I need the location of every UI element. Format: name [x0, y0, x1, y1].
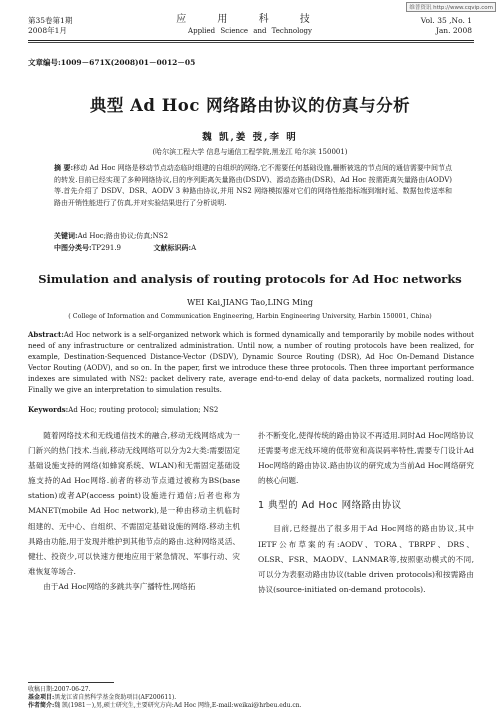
received-date: 收稿日期:2007-06-27.: [28, 686, 91, 693]
author-bio-label: 作者简介:: [28, 702, 55, 710]
keywords-en: [28, 404, 474, 416]
doc-code-label: 文献标识码:: [153, 243, 192, 252]
body-right-column: [258, 428, 474, 597]
fund-text: 黑龙江省自然科学基金资助项目(AF200611).: [54, 694, 177, 702]
affiliation-cn: (哈尔滨工程大学 信息与通信工程学院,黑龙江 哈尔滨 150001): [152, 148, 348, 156]
affiliation-en: ( College of Information and Communication Engineering, Harbin Engineering University, Harbin 150001, China): [68, 313, 432, 320]
section-heading: 1 典型的 Ad Hoc 网络路由协议: [258, 500, 402, 512]
issue-date: 2008年1月: [28, 26, 67, 35]
fund-label: 基金项目:: [28, 694, 55, 702]
clc-value: TP291.9: [91, 244, 122, 252]
clc-label: 中图分类号:: [54, 243, 92, 252]
author-bio-text: 魏 凯(1981－),男,硕士研究生,主要研究方向:Ad Hoc 网络,E-mail:weikai@hrbeu.edu.cn.: [54, 702, 302, 710]
header-rule: [28, 40, 474, 41]
body-paragraph: 随着网络技术和无线通信技术的融合,移动无线网络成为一门新兴的热门技术.当前,移动无线网络可以分为2大类:需要固定基础设施支持的网络(如蜂窝系统、WLAN)和无需固定基础设施支持的Ad Hoc网络.前者的移动节点通过被称为BS(base station)或者AP(access point)设施进行通信;后者也称为MANET(mobile Ad Hoc network),是一种由移动主机临时组建的、无中心、自组织、不需固定基础设施的网络.移动主机具路由功能,用于发现并维护到其他节点的路由.这种网络灵活、健壮、投资少,可以快速方便地应用于紧急情况、军事行动、灾难恢复等场合.: [28, 431, 240, 576]
body-paragraph: 扑不断变化,使得传统的路由协议不再适用.同时Ad Hoc网络协议还需要考虑无线环境的低带宽和高误码率特性,需要专门设计Ad Hoc网络的路由协议.路由协议的研究成为当前Ad Hoc网络研究的核心问题.: [258, 431, 474, 486]
footnotes: [28, 686, 474, 711]
authors-cn: 魏 凯,姜 弢,李 明: [202, 132, 298, 143]
classification-cn: [54, 242, 452, 255]
footnote-rule: [28, 682, 114, 683]
body-left-column: [28, 428, 240, 594]
keywords-cn: [54, 230, 452, 243]
abstract-cn-text: 移动 Ad Hoc 网络是移动节点动态临时组建的自组织的网络,它不需要任何基础设施,柵断被选的节点间的通信需要中间节点的转发.目前已经实现了多种网络协议,目的序列距离矢量路由(DSDV)、源动态路由(DSR)、Ad Hoc 按需距离矢量路由(AODV)等.首先介绍了 DSDV、DSR、AODV 3 种路由协议,并用 NS2 网络模拟器对它们的网络性能指标端到端时延、数据包传送率和路由开销性能进行了仿真,并对实验结果进行了分析说明.: [54, 164, 452, 207]
journal-name-en: Applied Science and Technology: [188, 27, 312, 35]
journal-volume-en: [421, 16, 472, 36]
watermark-badge: 维普资讯 http://www.cqvip.com: [406, 2, 496, 12]
header-rule-thin: [28, 42, 474, 43]
abstract-cn-label: 摘 要:: [54, 163, 74, 172]
volume-issue: 第35卷第1期: [28, 16, 73, 25]
authors-en: WEI Kai,JIANG Tao,LING Ming: [187, 298, 313, 307]
abstract-en-label: Abstract:: [28, 330, 64, 339]
issue-date-en: Jan. 2008: [435, 26, 472, 35]
abstract-cn: [54, 162, 452, 209]
body-paragraph: 由于Ad Hoc网络的多跳共享广播特性,网络拓: [43, 581, 196, 591]
title-cn: 典型 Ad Hoc 网络路由协议的仿真与分析: [89, 96, 411, 115]
volume-issue-en: Vol. 35 ,No. 1: [420, 16, 472, 25]
keywords-en-text: Ad Hoc; routing protocol; simulation; NS2: [68, 406, 219, 414]
abstract-en-text: Ad Hoc network is a self-organized network which is formed dynamically and temporarily by mobile nodes without need of any infrastructure or centralized administration. Until now, a number of routing protocols have been realized, for example, Destination-Sequenced Distance-Vector (DSDV), Dynamic Source Routing (DSR), Ad Hoc On-Demand Distance Vector Routing (AODV), and so on. In the paper, first we introduce these three protocols. Then three important performance indexes are simulated with NS2: packet delivery rate, average end-to-end delay of data packets, normalized routing load. Finally we give an interpretation to simulation results.: [28, 331, 474, 394]
article-number: 文章编号:1009－671X(2008)01－0012－05: [28, 58, 196, 67]
title-en: Simulation and analysis of routing protocols for Ad Hoc networks: [38, 272, 462, 286]
keywords-cn-text: Ad Hoc;路由协议;仿真;NS2: [77, 232, 169, 240]
keywords-en-label: Keywords:: [28, 405, 69, 414]
journal-name-cn: 应 用 科 技: [176, 14, 324, 25]
body-paragraph: 目前,已经提出了很多用于Ad Hoc网络的路由协议,其中IETF公布草案的有:AODV、TORA、TBRPF、DRS、OLSR、FSR、MAODV、LANMAR等,按照驱动模式的不同,可以分为表驱动路由协议(table driven protocols)和按需路由协议(source-initiated on-demand protocols).: [258, 524, 474, 594]
keywords-cn-label: 关键词:: [54, 231, 78, 240]
abstract-en: [28, 329, 474, 396]
doc-code-value: A: [191, 244, 197, 252]
author-bio: [28, 702, 474, 710]
